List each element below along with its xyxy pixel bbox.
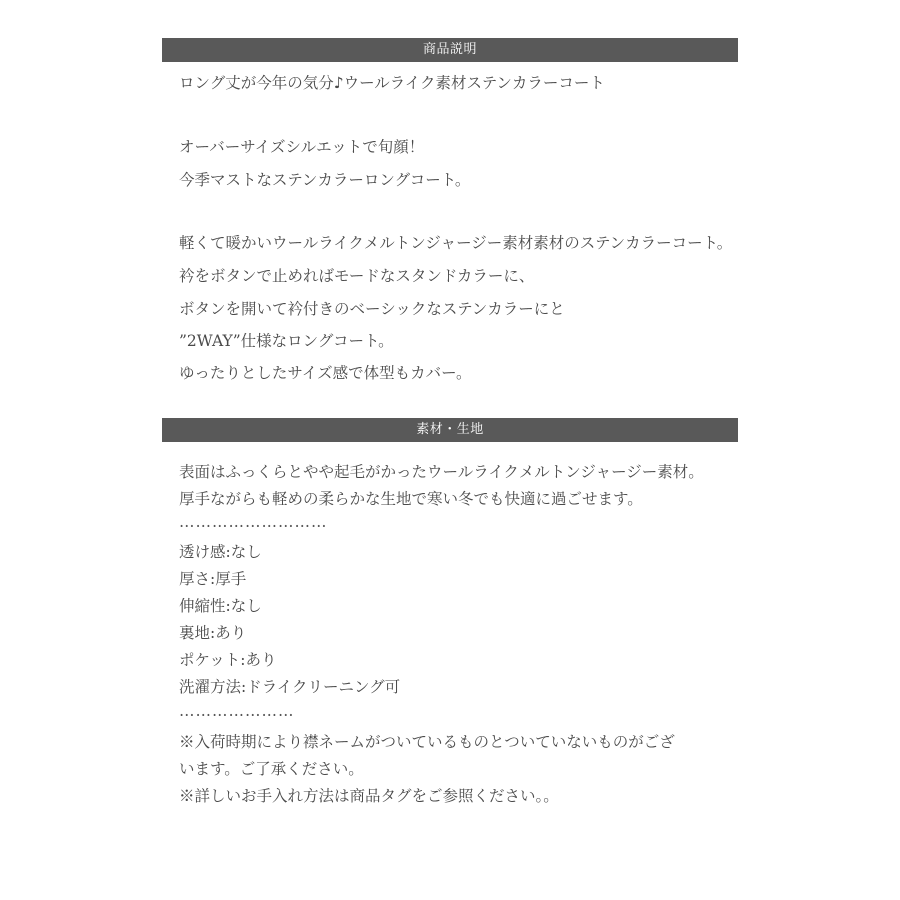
description-line: ゆったりとしたサイズ感で体型もカバー。 bbox=[179, 364, 472, 382]
note-line: ※詳しいお手入れ方法は商品タグをご参照ください。。 bbox=[179, 787, 559, 805]
dotted-divider-bottom: ………………… bbox=[179, 702, 295, 720]
spec-see-through: 透け感:なし bbox=[179, 543, 262, 561]
spec-pocket: ポケット:あり bbox=[179, 651, 277, 669]
description-line: ”2WAY”仕様なロングコート。 bbox=[179, 332, 394, 350]
description-line: 今季マストなステンカラーロングコート。 bbox=[179, 171, 471, 189]
dotted-divider-top: ……………………… bbox=[179, 513, 328, 531]
note-line: います。ご了承ください。 bbox=[179, 760, 364, 778]
description-line: オーバーサイズシルエットで旬顔！ bbox=[179, 138, 425, 156]
description-headline: ロング丈が今年の気分♪ウールライク素材ステンカラーコート bbox=[179, 74, 605, 92]
section-title-material: 素材・生地 bbox=[416, 422, 484, 437]
spec-washing: 洗濯方法:ドライクリーニング可 bbox=[179, 678, 401, 696]
section-title-description: 商品説明 bbox=[422, 42, 477, 57]
description-line: 軽くて暖かいウールライクメルトンジャージー素材素材のステンカラーコート。 bbox=[179, 234, 733, 252]
description-line: ボタンを開いて衿付きのベーシックなステンカラーにと bbox=[179, 300, 565, 318]
spec-thickness: 厚さ:厚手 bbox=[179, 570, 247, 588]
description-line: 衿をボタンで止めればモードなスタンドカラーに、 bbox=[179, 267, 535, 285]
spec-stretch: 伸縮性:なし bbox=[179, 597, 262, 615]
section-header-description bbox=[162, 38, 738, 62]
material-intro-line: 厚手ながらも軽めの柔らかな生地で寒い冬でも快適に過ごせます。 bbox=[179, 490, 643, 508]
note-line: ※入荷時期により襟ネームがついているものとついていないものがござ bbox=[179, 733, 675, 751]
spec-lining: 裏地:あり bbox=[179, 624, 247, 642]
material-intro-line: 表面はふっくらとやや起毛がかったウールライクメルトンジャージー素材。 bbox=[179, 463, 704, 481]
section-header-material bbox=[162, 418, 738, 442]
